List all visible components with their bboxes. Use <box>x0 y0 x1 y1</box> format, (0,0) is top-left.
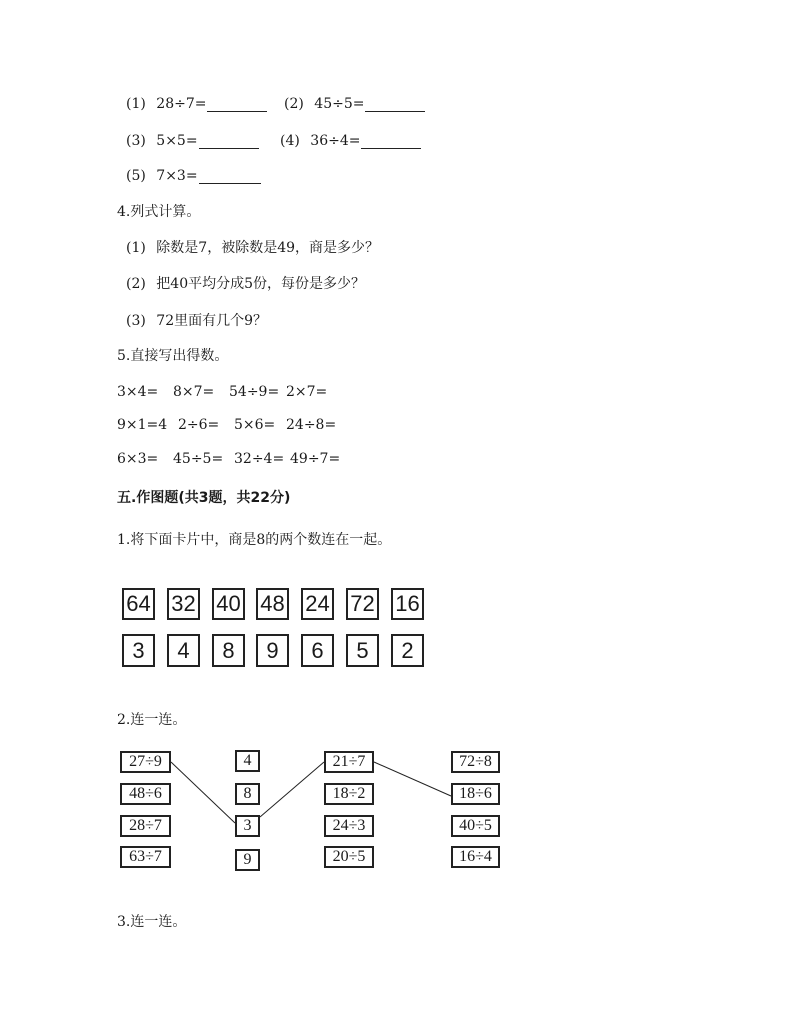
calc-1-2: 8×7= <box>173 384 215 400</box>
s5-q3-title: 3.连一连。 <box>117 914 187 930</box>
calc-1-4: 2×7= <box>286 384 328 400</box>
connection-line <box>171 762 235 823</box>
top-card[interactable]: 16 <box>391 588 424 620</box>
number-box[interactable]: 4 <box>235 750 260 772</box>
expr-box[interactable]: 18÷2 <box>324 783 374 805</box>
item-3 <box>126 133 259 149</box>
top-card[interactable]: 32 <box>167 588 200 620</box>
bottom-card[interactable]: 8 <box>212 634 245 667</box>
item-text: 72里面有几个9？ <box>156 313 268 329</box>
section-title: 五.作图题(共3题，共22分) <box>117 490 291 506</box>
calc-1-1: 3×4= <box>117 384 159 400</box>
bottom-card[interactable]: 4 <box>167 634 200 667</box>
expr-box[interactable]: 18÷6 <box>451 783 500 805</box>
expr-box[interactable]: 20÷5 <box>324 846 374 868</box>
calc-2-3: 5×6= <box>234 417 276 433</box>
answer-blank[interactable] <box>199 169 261 184</box>
bottom-card[interactable]: 3 <box>122 634 155 667</box>
q4-item-3 <box>126 313 267 329</box>
item-5 <box>126 168 261 184</box>
s5-q1-title: 1.将下面卡片中，商是8的两个数连在一起。 <box>117 532 392 548</box>
calc-2-2: 2÷6= <box>178 417 220 433</box>
item-expr: 28÷7= <box>156 96 207 112</box>
q5-title: 5.直接写出得数。 <box>117 348 229 364</box>
expr-box[interactable]: 16÷4 <box>451 846 500 868</box>
item-text: 除数是7，被除数是49，商是多少？ <box>156 240 380 256</box>
q4-item-2 <box>126 276 365 292</box>
item-expr: 36÷4= <box>310 133 361 149</box>
expr-box[interactable]: 48÷6 <box>120 783 171 805</box>
item-label: (1) <box>126 96 146 112</box>
expr-box[interactable]: 24÷3 <box>324 815 374 837</box>
item-label: (4) <box>280 133 300 149</box>
bottom-card[interactable]: 6 <box>301 634 334 667</box>
answer-blank[interactable] <box>207 97 267 112</box>
calc-1-3: 54÷9= <box>229 384 280 400</box>
bottom-card[interactable]: 5 <box>346 634 379 667</box>
item-label: (3) <box>126 133 146 149</box>
top-card[interactable]: 48 <box>256 588 289 620</box>
expr-box[interactable]: 27÷9 <box>120 751 171 773</box>
top-card[interactable]: 72 <box>346 588 379 620</box>
top-card[interactable]: 64 <box>122 588 155 620</box>
item-expr: 5×5= <box>156 133 198 149</box>
item-1 <box>126 96 267 112</box>
connection-line <box>260 762 324 817</box>
answer-blank[interactable] <box>361 134 421 149</box>
calc-2-4: 24÷8= <box>286 417 337 433</box>
answer-blank[interactable] <box>199 134 259 149</box>
answer-blank[interactable] <box>365 97 425 112</box>
number-box[interactable]: 3 <box>235 815 260 837</box>
item-label: (5) <box>126 168 146 184</box>
number-box[interactable]: 8 <box>235 783 260 805</box>
item-expr: 7×3= <box>156 168 198 184</box>
expr-box[interactable]: 63÷7 <box>120 846 171 868</box>
top-card[interactable]: 24 <box>301 588 334 620</box>
item-label: (3) <box>126 313 146 329</box>
item-label: (1) <box>126 240 146 256</box>
bottom-card[interactable]: 9 <box>256 634 289 667</box>
item-2 <box>284 96 425 112</box>
q4-title: 4.列式计算。 <box>117 204 201 220</box>
calc-3-1: 6×3= <box>117 451 159 467</box>
q4-item-1 <box>126 240 379 256</box>
calc-3-2: 45÷5= <box>173 451 224 467</box>
item-expr: 45÷5= <box>314 96 365 112</box>
calc-2-1: 9×1=4 <box>117 417 168 433</box>
number-box[interactable]: 9 <box>235 849 260 871</box>
bottom-card[interactable]: 2 <box>391 634 424 667</box>
item-text: 把40平均分成5份，每份是多少？ <box>156 276 366 292</box>
expr-box[interactable]: 40÷5 <box>451 815 500 837</box>
connection-line <box>374 762 451 796</box>
expr-box[interactable]: 72÷8 <box>451 751 500 773</box>
top-card[interactable]: 40 <box>212 588 245 620</box>
expr-box[interactable]: 28÷7 <box>120 815 171 837</box>
calc-3-4: 49÷7= <box>290 451 341 467</box>
s5-q2-title: 2.连一连。 <box>117 712 187 728</box>
item-label: (2) <box>284 96 304 112</box>
item-4 <box>280 133 421 149</box>
calc-3-3: 32÷4= <box>234 451 285 467</box>
expr-box[interactable]: 21÷7 <box>324 751 374 773</box>
item-label: (2) <box>126 276 146 292</box>
